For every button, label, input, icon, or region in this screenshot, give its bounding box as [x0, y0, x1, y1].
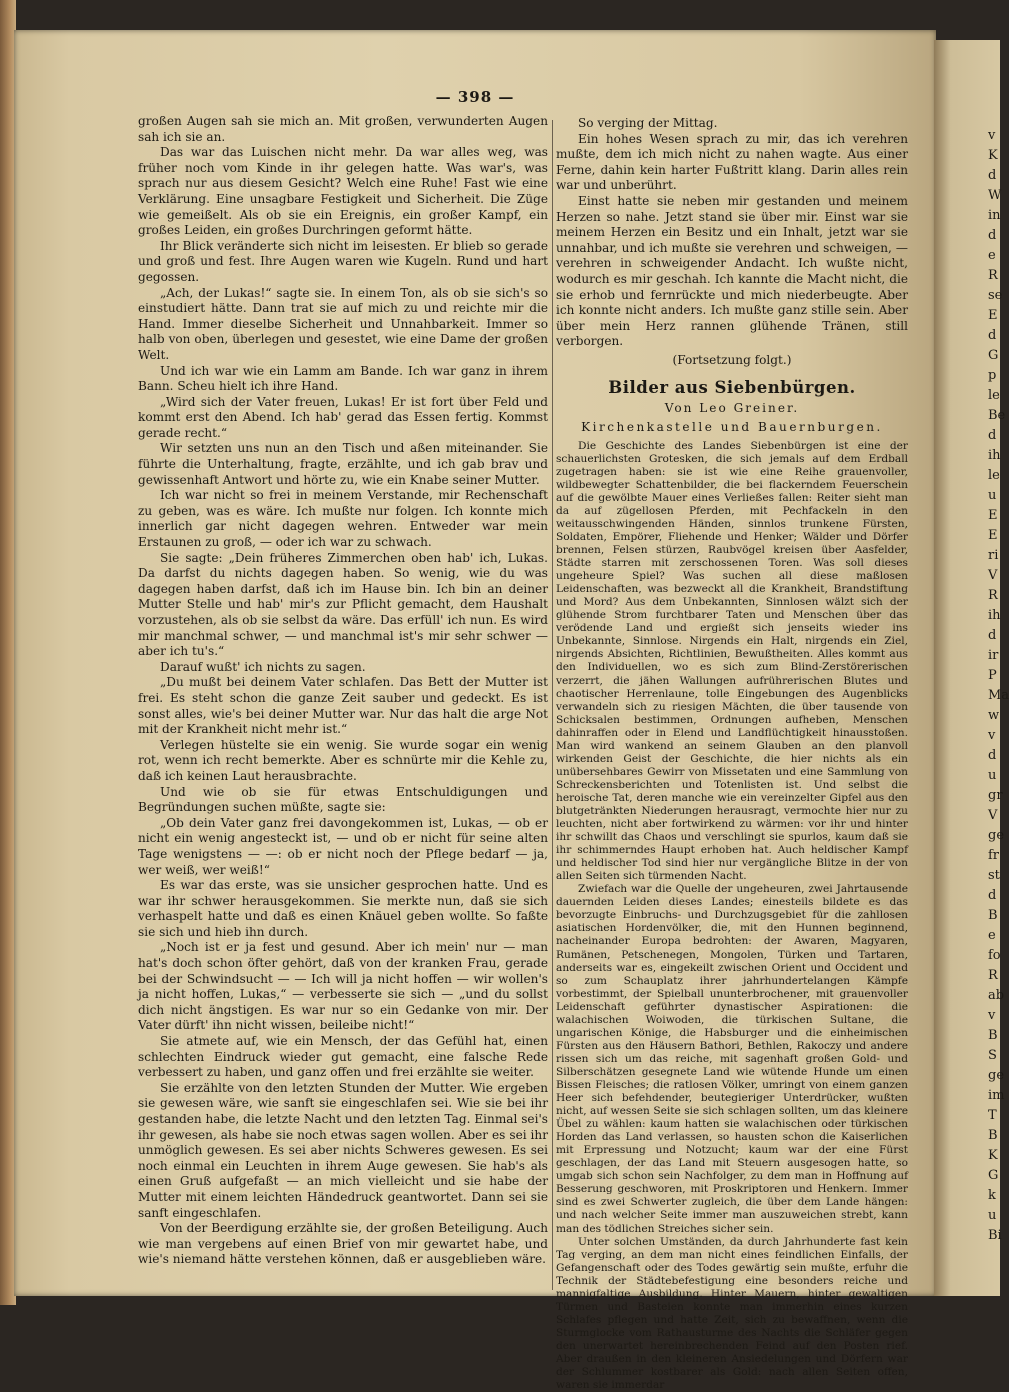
- paragraph: Von der Beerdigung erzählte sie, der großen Beteiligung. Auch wie man vergebens auf einen Brief von mir gewartet habe, und wie's niemand hätte verstehen können, daß er ausgeblieben wäre.: [138, 1221, 548, 1267]
- next-page-fragment: R: [988, 268, 998, 283]
- next-page-fragment: B: [988, 1028, 998, 1043]
- next-page-fragment: G: [988, 348, 999, 363]
- paragraph: großen Augen sah sie mich an. Mit großen, verwunderten Augen sah ich sie an.: [138, 114, 548, 144]
- next-page-fragment: v: [988, 728, 996, 743]
- next-page-fragment: u: [988, 768, 997, 783]
- next-page-fragment: K: [988, 1148, 998, 1163]
- next-page-fragment: u: [988, 1208, 997, 1223]
- next-page-fragment: e: [988, 928, 996, 943]
- article-section-heading: Kirchenkastelle und Bauernburgen.: [581, 420, 883, 435]
- paragraph: Es war das erste, was sie unsicher gesprochen hatte. Und es war ihr schwer herausgekommen. Sie merkte nun, daß sie sich verhaspelt hatte und daß es einen Knäuel geben wollte. So faßte sie sich und hieb ihn durch.: [138, 878, 548, 939]
- next-page-fragment: B: [988, 908, 998, 923]
- right-column: [556, 116, 908, 1392]
- next-page-fragment: R: [988, 968, 998, 983]
- article-body: [556, 440, 908, 1392]
- paragraph: „Wird sich der Vater freuen, Lukas! Er ist fort über Feld und kommt erst den Abend. Ich hab' gerad das Essen fertig. Kommst gerade recht.“: [138, 394, 548, 440]
- paragraph: Ihr Blick veränderte sich nicht im leisesten. Er blieb so gerade und groß und fest. Ihre Augen waren wie Kugeln. Rund und hart gegossen.: [138, 238, 548, 284]
- paragraph: Darauf wußt' ich nichts zu sagen.: [160, 659, 366, 674]
- next-page-fragment: se: [988, 288, 1003, 303]
- next-page-fragment: V: [988, 808, 998, 823]
- next-page-fragment: Bi: [988, 1228, 1002, 1243]
- next-page-fragment: R: [988, 588, 998, 603]
- column-divider: [552, 120, 553, 1290]
- paragraph: Ein hohes Wesen sprach zu mir, das ich verehren mußte, dem ich mich nicht zu nahen wagte. Aus einer Ferne, dahin kein harter Fußtritt klang. Darin alles rein war und unberührt.: [556, 131, 908, 193]
- next-page-fragment: B: [988, 1128, 998, 1143]
- next-page-fragment: P: [988, 668, 997, 683]
- next-page-fragment: d: [988, 328, 997, 343]
- next-page-fragment: v: [988, 128, 996, 143]
- paragraph: Einst hatte sie neben mir gestanden und meinem Herzen so nahe. Jetzt stand sie über mir. Einst war sie meinem Herzen ein Besitz und ein Inhalt, jetzt war sie unnahbar, und ich mußte sie verehren und schweigen, — verehren in schweigender Andacht. Ich wußte nicht, wodurch es mir geschah. Ich kannte die Macht nicht, die sie erhob und fernrückte und mich niederbeugte. Aber ich konnte nicht anders. Ich mußte ganz stille sein. Aber über mein Herz rannen glühende Tränen, still verborgen.: [556, 193, 908, 349]
- next-page-fragment: d: [988, 888, 997, 903]
- next-page-fragment: ge: [988, 1068, 1005, 1083]
- next-page-fragment: st: [988, 868, 1000, 883]
- paragraph: „Du mußt bei deinem Vater schlafen. Das Bett der Mutter ist frei. Es steht schon die ganze Zeit sauber und gedeckt. Es ist sonst alles, wie's bei deiner Mutter war. Nur das halt die arge Not mit der Krankheit nicht mehr ist.“: [138, 675, 548, 737]
- next-page-fragment: G: [988, 1168, 999, 1183]
- next-page-fragment: ih: [988, 448, 1001, 463]
- next-page-fragment: E: [988, 308, 998, 323]
- paragraph: Und wie ob sie für etwas Entschuldigungen und Begründungen suchen müßte, sagte sie:: [138, 784, 548, 815]
- next-page-fragment: le: [988, 468, 1000, 483]
- next-page-fragment: e: [988, 248, 996, 263]
- paragraph: Ich war nicht so frei in meinem Verstande, mir Rechenschaft zu geben, was es wäre. Ich mußte nur folgen. Ich konnte mich innerlich gar nicht dagegen wehren. Entweder war mein Erstaunen zu groß, — oder ich war zu schwach.: [138, 488, 548, 550]
- next-page-fragment: ir: [988, 648, 999, 663]
- left-column: [138, 114, 548, 1268]
- page-number: — 398 —: [435, 88, 515, 106]
- paragraph: Die Geschichte des Landes Siebenbürgen ist eine der schauerlichsten Grotesken, die sich jemals auf dem Erdball zugetragen haben: sie ist wie eine Reihe grauenvoller, wildbewegter Schattenbilder, die bei flackerndem Feuerschein auf die gewölbte Mauer eines Verließes fallen: Reiter sieht man da auf zügellosen Pferden, mit Pechfackeln in den weitausschwingenden Händen, sinnlos trunkene Fürsten, Soldaten, Empörer, Fliehende und Henker; Wälder und Dörfer brennen, Felsen stürzen, Raubvögel kreisen über Aasfelder, Städte starren mit zerschossenen Toren. Was soll dieses ungeheure Spiel? Was suchen all diese maßlosen Leidenschaften, was bezweckt all die Krankheit, Brandstiftung und Mord? Aus dem Unbekannten, Sinnlosen wälzt sich der glühende Strom furchtbarer Taten und Menschen über das verödende Land und ergießt sich jenseits wieder ins Unbekannte, Sinnlose. Nirgends ein Halt, nirgends ein Ziel, nirgends Absichten, Richtlinien, Bewußtheiten. Alles kommt aus den Individuellen, wo es sich zum Blind-Zerstörerischen verzerrt, die jähen Wallungen aufrührerischen Blutes und chaotischer Herrenlaune, tolle Eingebungen des Augenblicks verwandeln sich zu riesigen Mächten, die über tausende von Schicksalen bestimmen, Ordnungen aufheben, Menschen dahinraffen oder in Elend und Landflüchtigkeit hinausstoßen. Man wird wankend an seinem Glauben an den planvoll wirkenden Geist der Geschichte, die hier nichts als ein unübersehbares Gewirr von Missetaten und eine Sammlung von Schreckensberichten und Totenlisten ist. Und selbst die heroische Tat, deren manche wie ein vereinzelter Gipfel aus den blutgetränkten Niederungen herausragt, vermochte hier nur zu leuchten, nicht aber fortwirkend zu wärmen: vor ihr und hinter ihr schwillt das Chaos und verschlingt sie spurlos, kaum daß sie ihr schimmerndes Haupt erhoben hat. Auch heldischer Kampf und heldischer Tod sind hier nur vergängliche Blitze in der von allen Seiten sich türmenden Nacht.: [556, 439, 908, 883]
- paragraph: Wir setzten uns nun an den Tisch und aßen miteinander. Sie führte die Unterhaltung, fragte, erzählte, und ich gab brav und gewissenhaft Antwort und hörte zu, wie ein Knabe seiner Mutter.: [138, 441, 548, 487]
- next-page-fragment: d: [988, 748, 997, 763]
- next-page-fragment: S: [988, 1048, 997, 1063]
- next-page-fragment: E: [988, 528, 998, 543]
- next-page-fragment: d: [988, 228, 997, 243]
- paragraph: Sie sagte: „Dein früheres Zimmerchen oben hab' ich, Lukas. Da darfst du nichts dagegen haben. So wenig, wie du was dagegen haben darfst, daß ich im Hause bin. Ich bin an deiner Mutter Stelle und hab' mir's zur Pflicht gemacht, dem Haushalt vorzustehen, als ob sie selbst da wäre. Das erfüll' ich nun. Es wird mir manchmal schwer, — und manchmal ist's mir sehr schwer — aber ich tu's.“: [138, 550, 548, 659]
- next-page-fragment: d: [988, 168, 997, 183]
- next-page-fragment: gr: [988, 788, 1003, 803]
- next-page-fragment: k: [988, 1188, 996, 1203]
- paragraph: Zwiefach war die Quelle der ungeheuren, zwei Jahrtausende dauernden Leiden dieses Landes; einesteils bildete es das bevorzugte Einbruchs- und Durchzugsgebiet für die zahllosen asiatischen Hordenvölker, die, mit den Hunnen beginnend, nacheinander Europa bedrohten: der Awaren, Magyaren, Rumänen, Petschenegen, Mongolen, Türken und Tartaren, anderseits war es, eingekeilt zwischen Orient und Occident und so zum Schauplatz ihrer jahrhundertelangen Kämpfe vorbestimmt, der Spielball ununterbrochener, mit grauenvoller Leidenschaft geführter dynastischer Aspirationen: die walachischen Woiwoden, die türkischen Sultane, die ungarischen Könige, die Habsburger und die einheimischen Fürsten aus den Häusern Bathori, Bethlen, Rakoczy und andere rissen sich um das reiche, mit sagenhaft großen Gold- und Silberschätzen gesegnete Land wie wütende Hunde um einen Bissen Fleisches; die ratlosen Völker, umringt von einem ganzen Heer sich befehdender, beutegieriger Unterdrücker, wußten nicht, auf wessen Seite sie sich schlagen sollten, um das kleinere Übel zu wählen: kaum hatten sie walachischen oder türkischen Horden das Land verlassen, so hausten schon die Kaiserlichen mit Erpressung und Notzucht; kaum war der eine Fürst geschlagen, der das Land mit Steuern ausgesogen hatte, so umgab sich schon sein Nachfolger, zu dem man in Hoffnung auf Besserung geschworen, mit Proskriptoren und Henkern. Immer sind es zwei Schwerter zugleich, die über dem Lande hängen: und nach welcher Seite immer man auszuweichen strebt, kann man des tödlichen Streiches sicher sein.: [556, 883, 908, 1235]
- next-page-fragment: ri: [988, 548, 999, 563]
- next-page-fragment: ab: [988, 988, 1005, 1003]
- next-page-fragment: v: [988, 1008, 996, 1023]
- next-page-fragment: T: [988, 1108, 997, 1123]
- next-page-fragment: fr: [988, 848, 1000, 863]
- paragraph: „Ob dein Vater ganz frei davongekommen ist, Lukas, — ob er nicht ein wenig angesteckt ist, — und ob er nicht für seine alten Tage wenigstens — —: ob er nicht noch der Pflege bedarf — ja, wer weiß, wer weiß!“: [138, 815, 548, 877]
- next-page-fragment: p: [988, 368, 997, 383]
- paragraph: „Noch ist er ja fest und gesund. Aber ich mein' nur — man hat's doch schon öfter gehört, daß von der kranken Frau, gerade bei der Schwindsucht — — Ich will ja nicht hoffen — wir wollen's ja nicht hoffen, Lukas,“ — verbesserte sie sich — „und du sollst dich nicht ängstigen. Es war nur so ein Gedanke von mir. Der Vater dürft' ihn nicht wissen, beileibe nicht!“: [138, 940, 548, 1033]
- next-page-fragment: d: [988, 428, 997, 443]
- next-page-fragment: im: [988, 1088, 1005, 1103]
- paragraph: Das war das Luischen nicht mehr. Da war alles weg, was früher noch vom Kinde in ihr gelegen hatte. Was war's, was sprach nur aus diesem Gesicht? Welch eine Ruhe! Fast wie eine Verklärung. Eine unsagbare Festigkeit und Sicherheit. Die Züge wie gemeißelt. Als ob sie ein Ereignis, ein großer Kampf, ein großes Leiden, ein großes Durchringen geformt hätte.: [138, 145, 548, 238]
- scanned-page: [14, 30, 936, 1392]
- article-author: Von Leo Greiner.: [664, 400, 800, 415]
- next-page-fragment: W: [988, 188, 1002, 203]
- paragraph: So verging der Mittag.: [578, 116, 718, 130]
- next-page-fragment: E: [988, 508, 998, 523]
- next-page-fragment: Ma: [988, 688, 1009, 703]
- paragraph: Und ich war wie ein Lamm am Bande. Ich war ganz in ihrem Bann. Scheu hielt ich ihre Hand.: [138, 363, 548, 394]
- next-page-fragment: w: [988, 708, 1000, 723]
- next-page-fragment: in: [988, 208, 1001, 223]
- next-page-edge: [934, 40, 1009, 1296]
- paragraph: „Ach, der Lukas!“ sagte sie. In einem Ton, als ob sie sich's so einstudiert hätte. Dann trat sie auf mich zu und reichte mir die Hand. Immer dieselbe Sicherheit und Unnahbarkeit. Immer so halb von oben, überlegen und gesestet, wie eine Dame der großen Welt.: [138, 285, 548, 362]
- next-page-fragment: Be: [988, 408, 1006, 423]
- paragraph: Unter solchen Umständen, da durch Jahrhunderte fast kein Tag verging, an dem man nicht eines feindlichen Einfalls, der Gefangenschaft oder des Todes gewärtig sein mußte, erfuhr die Technik der Städtebefestigung eine besonders reiche und mannigfaltige Ausbildung. Hinter Mauern, hinter gewaltigen Türmen und Basteien konnte man immerhin eines kurzen Schlafes pflegen und hatte Zeit, sich zu bewaffnen, wenn die Sturmglocke vom Rathausturme des Nachts die Schläfer gegen den unerwartet hereinbrechenden Feind auf den Posten rief. Aber draußen in den kleineren Ansiedelungen und Dörfern war der Schlummer kostbarer als Gold: nach allen Seiten offen, waren sie immerdar: [556, 1235, 908, 1392]
- article-title: Bilder aus Siebenbürgen.: [608, 377, 856, 397]
- continuation-note: (Fortsetzung folgt.): [672, 352, 792, 367]
- next-page-fragment: u: [988, 488, 997, 503]
- paragraph: Sie atmete auf, wie ein Mensch, der das Gefühl hat, einen schlechten Eindruck wieder gut gemacht, eine falsche Rede verbessert zu haben, und ganz offen und frei erzählte sie weiter.: [138, 1034, 548, 1080]
- next-page-fragment: K: [988, 148, 998, 163]
- paragraph: Sie erzählte von den letzten Stunden der Mutter. Wie ergeben sie gewesen wäre, wie sanft sie eingeschlafen sei. Wie sie bei ihr gestanden habe, die letzte Nacht und den letzten Tag. Einmal sei's ihr gewesen, als habe sie noch etwas sagen wollen. Aber es sei ihr unmöglich gewesen. Es sei aber nichts Schweres gewesen. Es sei noch einmal ein Leuchten in ihrem Auge gewesen. Sie hab's als einen Gruß aufgefaßt — an mich vielleicht und sie habe der Mutter mit einem leichten Händedruck geantwortet. Dann sei sie sanft eingeschlafen.: [138, 1080, 548, 1220]
- next-page-fragment: ih: [988, 608, 1001, 623]
- next-page-fragment: le: [988, 388, 1000, 403]
- next-page-fragment: fo: [988, 948, 1001, 963]
- next-page-fragment: d: [988, 628, 997, 643]
- next-page-fragment: ge: [988, 828, 1005, 843]
- next-page-fragment: V: [988, 568, 998, 583]
- paragraph: Verlegen hüstelte sie ein wenig. Sie wurde sogar ein wenig rot, wenn ich recht bemerkte. Aber es schnürte mir die Kehle zu, daß ich keinen Laut herausbrachte.: [138, 737, 548, 783]
